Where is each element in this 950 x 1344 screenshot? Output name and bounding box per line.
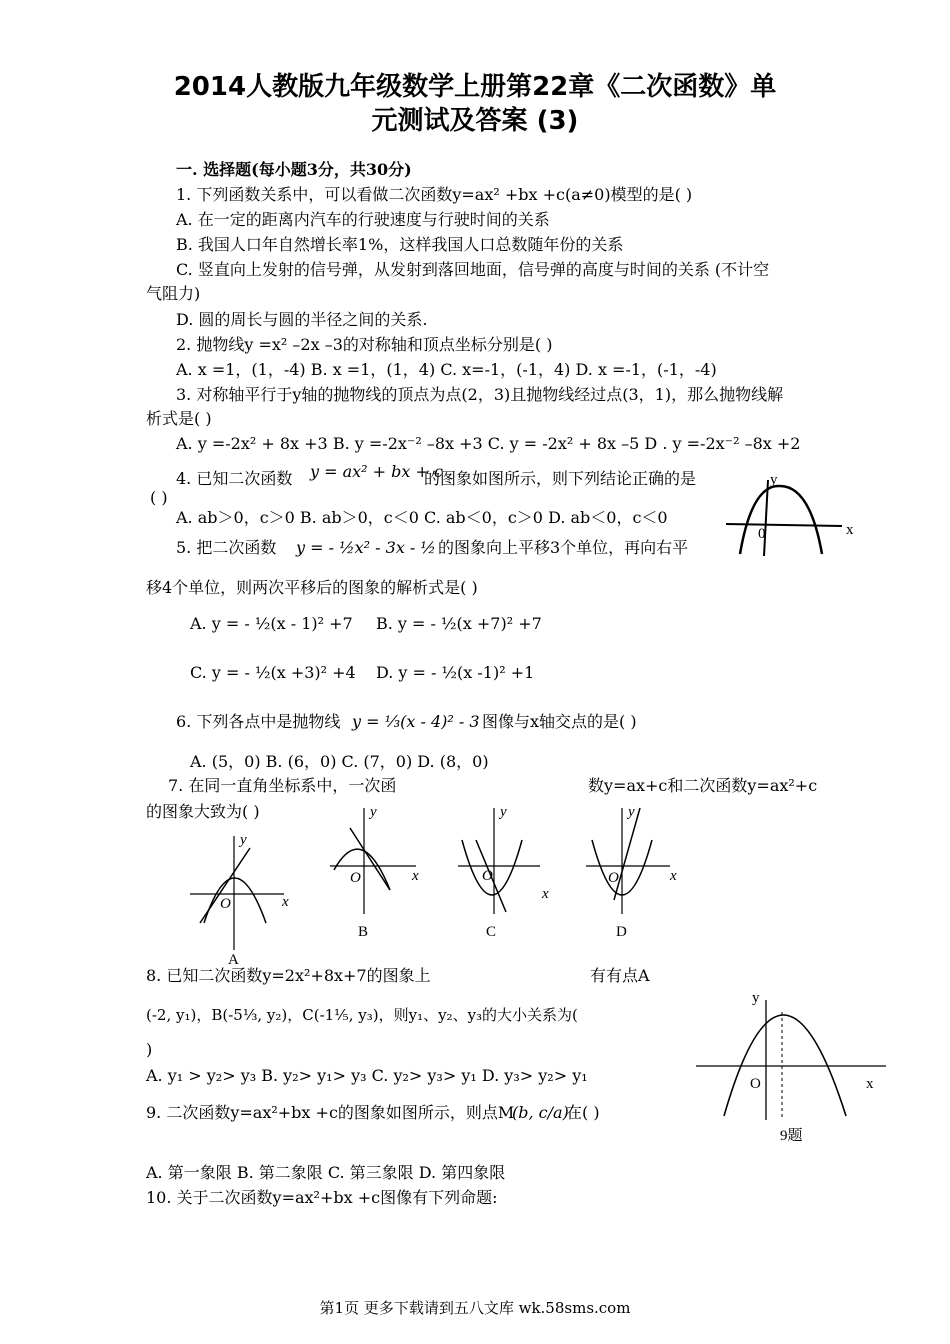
section-heading: 一. 选择题(每小题3分，共30分) [176,160,412,179]
q9-stem-tail: 在( ) [566,1103,600,1122]
q9-figure-caption: 9题 [780,1128,803,1144]
q4-y-label: y [770,472,778,488]
q8-options: A. y₁ > y₂> y₃ B. y₂> y₁> y₃ C. y₂> y₃> y₁ D. y₃> y₂> y₁ [146,1066,588,1085]
q1-option-a: A. 在一定的距离内汽车的行驶速度与行驶时间的关系 [176,210,550,229]
q7d-y-label: y [628,804,635,820]
q4-options: A. ab＞0，c＞0 B. ab＞0，c＜0 C. ab＜0，c＞0 D. ab＜0，c＜0 [176,508,668,527]
q4-x-label: x [846,522,854,538]
q3-stem-cont: 析式是( ) [146,409,212,428]
q8-close-paren: ) [146,1040,153,1059]
q7a-origin-label: O [220,896,231,912]
q7a-y-label: y [240,832,247,848]
q1-option-d: D. 圆的周长与圆的半径之间的关系. [176,310,428,329]
q6-formula: y = ⅓(x - 4)² - 3 [352,712,480,731]
q5-option-d: D. y = - ½(x -1)² +1 [376,663,535,682]
doc-title-line2: 元测试及答案 (3) [371,106,579,136]
q5-option-a: A. y = - ½(x - 1)² +7 [190,614,353,633]
q5-stem-tail: 的图象向上平移3个单位，再向右平 [438,538,689,557]
q1-option-c-cont: 气阻力) [146,284,201,303]
q4-formula: y = ax² + bx + c [310,462,443,481]
page-footer: 第1页 更多下载请到五八文库 wk.58sms.com [319,1299,631,1317]
q6-options: A. (5，0) B. (6，0) C. (7，0) D. (8，0) [190,752,489,771]
q4-stem: 4. 已知二次函数 [176,469,293,488]
q9-parabola-figure [696,990,896,1150]
q7d-origin-label: O [608,870,619,886]
q7-stem-cont: 的图象大致为( ) [146,802,260,821]
q6-stem: 6. 下列各点中是抛物线 [176,712,341,731]
q9-point-m: (b, c/a) [512,1103,569,1122]
q7-figure-c [456,800,566,940]
q1-option-c: C. 竖直向上发射的信号弹，从发射到落回地面，信号弹的高度与时间的关系 (不计空 [176,260,770,279]
q7-figure-a [190,828,300,968]
q10-stem: 10. 关于二次函数y=ax²+bx +c图像有下列命题: [146,1188,498,1207]
q4-origin-label: 0 [758,526,766,542]
q7-figure-d [584,800,694,940]
q7b-y-label: y [370,804,377,820]
q9-origin-label: O [750,1076,761,1092]
q3-stem: 3. 对称轴平行于y轴的抛物线的顶点为点(2，3)且抛物线经过点(3，1)，那么抛物线解 [176,385,784,404]
q7c-origin-label: O [482,868,493,884]
doc-title-line1: 2014人教版九年级数学上册第22章《二次函数》单 [173,72,777,102]
q7a-x-label: x [282,894,289,910]
q5-option-b: B. y = - ½(x +7)² +7 [376,614,542,633]
q5-stem-cont: 移4个单位，则两次平移后的图象的解析式是( ) [146,578,478,597]
q7-label-a: A [228,952,239,968]
q2-options: A. x =1，(1，-4) B. x =1，(1，4) C. x=-1，(-1，4) D. x =-1，(-1，-4) [176,360,717,379]
q8-points: (-2, y₁)，B(-5⅓, y₂)，C(-1⅕, y₃)，则y₁、y₂、y₃的大小关系为( [146,1006,578,1024]
q7d-x-label: x [670,868,677,884]
q9-x-label: x [866,1076,874,1092]
q2-stem: 2. 抛物线y =x² –2x –3的对称轴和顶点坐标分别是( ) [176,335,553,354]
q4-parabola-figure [722,474,872,564]
q7-figure-b [328,800,438,940]
q7c-x-label: x [542,886,549,902]
q4-parabola-curve [740,486,822,554]
q7-label-c: C [486,924,497,940]
q5-formula: y = - ½x² - 3x - ½ [296,538,436,557]
q7-label-d: D [616,924,627,940]
q1-stem: 1. 下列函数关系中，可以看做二次函数y=ax² +bx +c(a≠0)模型的是( ) [176,185,693,204]
q1-option-b: B. 我国人口年自然增长率1%，这样我国人口总数随年份的关系 [176,235,624,254]
q9-options: A. 第一象限 B. 第二象限 C. 第三象限 D. 第四象限 [146,1163,506,1182]
q4-answer-paren: ( ) [150,488,168,507]
q7-label-b: B [358,924,369,940]
q7b-origin-label: O [350,870,361,886]
q4-x-axis [726,524,842,526]
q5-option-c: C. y = - ½(x +3)² +4 [190,663,356,682]
q7-stem: 7. 在同一直角坐标系中，一次函 [168,776,397,795]
q9-y-label: y [752,990,760,1006]
q7b-x-label: x [412,868,419,884]
q8-stem: 8. 已知二次函数y=2x²+8x+7的图象上 [146,966,431,985]
q3-options: A. y =-2x² + 8x +3 B. y =-2x⁻² –8x +3 C. y = -2x² + 8x –5 D . y =-2x⁻² –8x +2 [176,434,801,453]
q7c-y-label: y [500,804,507,820]
q8-stem-tail: 有有点A [590,966,650,985]
q4-stem-tail: 的图象如图所示，则下列结论正确的是 [424,469,697,488]
q9-stem: 9. 二次函数y=ax²+bx +c的图象如图所示，则点M [146,1103,515,1122]
q7-stem-tail: 数y=ax+c和二次函数y=ax²+c [588,776,818,795]
q5-stem: 5. 把二次函数 [176,538,277,557]
q6-stem-tail: 图像与x轴交点的是( ) [482,712,637,731]
